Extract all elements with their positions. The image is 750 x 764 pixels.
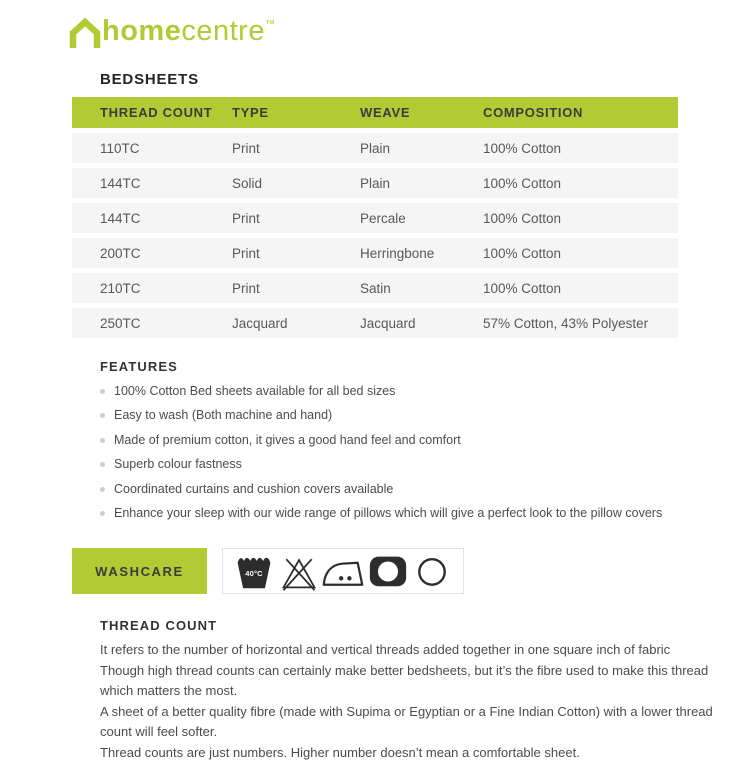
cell-thread-count: 200TC xyxy=(100,245,141,261)
column-header-weave: WEAVE xyxy=(360,105,411,120)
cell-weave: Herringbone xyxy=(360,245,435,261)
tumble-dry-icon xyxy=(367,550,409,592)
column-header-thread-count: THREAD COUNT xyxy=(100,105,213,120)
table-row xyxy=(72,273,678,303)
list-item xyxy=(100,433,750,448)
cell-composition: 100% Cotton xyxy=(483,245,562,261)
table-row xyxy=(72,168,678,198)
trademark-symbol: ™ xyxy=(264,19,275,30)
cell-composition: 57% Cotton, 43% Polyester xyxy=(483,315,649,331)
thread-count-paragraph: Thread counts are just numbers. Higher number doesn’t mean a comfortable sheet. xyxy=(100,744,580,760)
brand-name-bold: home xyxy=(102,15,182,47)
thread-count-paragraph: Though high thread counts can certainly make better bedsheets, but it’s the fibre used to make this thread which matters the most. xyxy=(100,662,709,698)
table-row xyxy=(72,238,678,268)
table-row xyxy=(72,133,678,163)
page-title: BEDSHEETS xyxy=(100,71,199,88)
cell-type: Solid xyxy=(232,175,263,191)
do-not-bleach-icon xyxy=(278,550,320,592)
feature-text: 100% Cotton Bed sheets available for all bed sizes xyxy=(114,383,396,398)
cell-type: Print xyxy=(232,140,260,156)
cell-weave: Plain xyxy=(360,175,391,191)
cell-weave: Percale xyxy=(360,210,406,226)
thread-count-section xyxy=(100,618,750,763)
wash-40c-icon xyxy=(233,550,275,592)
list-item xyxy=(100,408,750,423)
cell-type: Print xyxy=(232,245,260,261)
bullet-icon xyxy=(100,438,105,443)
brand-name-light: centre xyxy=(181,15,265,47)
list-item xyxy=(100,482,750,497)
cell-thread-count: 144TC xyxy=(100,210,141,226)
features-heading: FEATURES xyxy=(100,359,178,374)
cell-composition: 100% Cotton xyxy=(483,175,562,191)
thread-count-paragraph: It refers to the number of horizontal and vertical threads added together in one square inch of fabric xyxy=(100,642,671,657)
feature-text: Enhance your sleep with our wide range of pillows which will give a perfect look to the pillow covers xyxy=(114,506,663,520)
bullet-icon xyxy=(100,511,105,516)
column-header-composition: COMPOSITION xyxy=(483,105,584,120)
cell-composition: 100% Cotton xyxy=(483,280,562,296)
bullet-icon xyxy=(100,462,105,467)
cell-type: Jacquard xyxy=(232,315,288,331)
wash-temperature-label: 40°C xyxy=(245,569,263,578)
feature-text: Made of premium cotton, it gives a good hand feel and comfort xyxy=(114,432,461,447)
table-header-row xyxy=(72,97,678,128)
list-item xyxy=(100,506,750,521)
thread-count-heading: THREAD COUNT xyxy=(100,618,218,633)
thread-count-paragraph: A sheet of a better quality fibre (made with Supima or Egyptian or a Fine Indian Cotton) with a lower thread count will feel softer. xyxy=(100,703,713,739)
cell-thread-count: 110TC xyxy=(100,140,140,156)
bullet-icon xyxy=(100,389,105,394)
feature-text: Coordinated curtains and cushion covers available xyxy=(114,481,394,496)
list-item xyxy=(100,457,750,472)
bedsheets-spec-table xyxy=(72,97,678,338)
cell-type: Print xyxy=(232,280,260,296)
house-icon xyxy=(68,18,102,52)
brand-logo xyxy=(68,14,750,54)
feature-text: Easy to wash (Both machine and hand) xyxy=(114,408,333,422)
bullet-icon xyxy=(100,487,105,492)
washcare-section xyxy=(72,548,750,594)
cell-thread-count: 144TC xyxy=(100,175,141,191)
iron-two-dots-icon xyxy=(322,550,364,592)
washcare-icons-box xyxy=(222,548,464,594)
column-header-type: TYPE xyxy=(232,105,269,120)
cell-composition: 100% Cotton xyxy=(483,210,562,226)
cell-type: Print xyxy=(232,210,260,226)
washcare-label: WASHCARE xyxy=(72,548,207,594)
cell-thread-count: 210TC xyxy=(100,280,141,296)
table-row xyxy=(72,203,678,233)
feature-text: Superb colour fastness xyxy=(114,457,242,471)
brand-name xyxy=(102,14,265,48)
bullet-icon xyxy=(100,413,105,418)
table-row xyxy=(72,308,678,338)
cell-composition: 100% Cotton xyxy=(483,140,562,156)
cell-weave: Jacquard xyxy=(360,315,416,331)
cell-thread-count: 250TC xyxy=(100,315,141,331)
cell-weave: Plain xyxy=(360,140,391,156)
dry-clean-icon xyxy=(411,550,453,592)
features-section xyxy=(100,359,750,521)
cell-weave: Satin xyxy=(360,280,391,296)
bedsheets-spec-page xyxy=(0,14,750,764)
list-item xyxy=(100,384,750,399)
